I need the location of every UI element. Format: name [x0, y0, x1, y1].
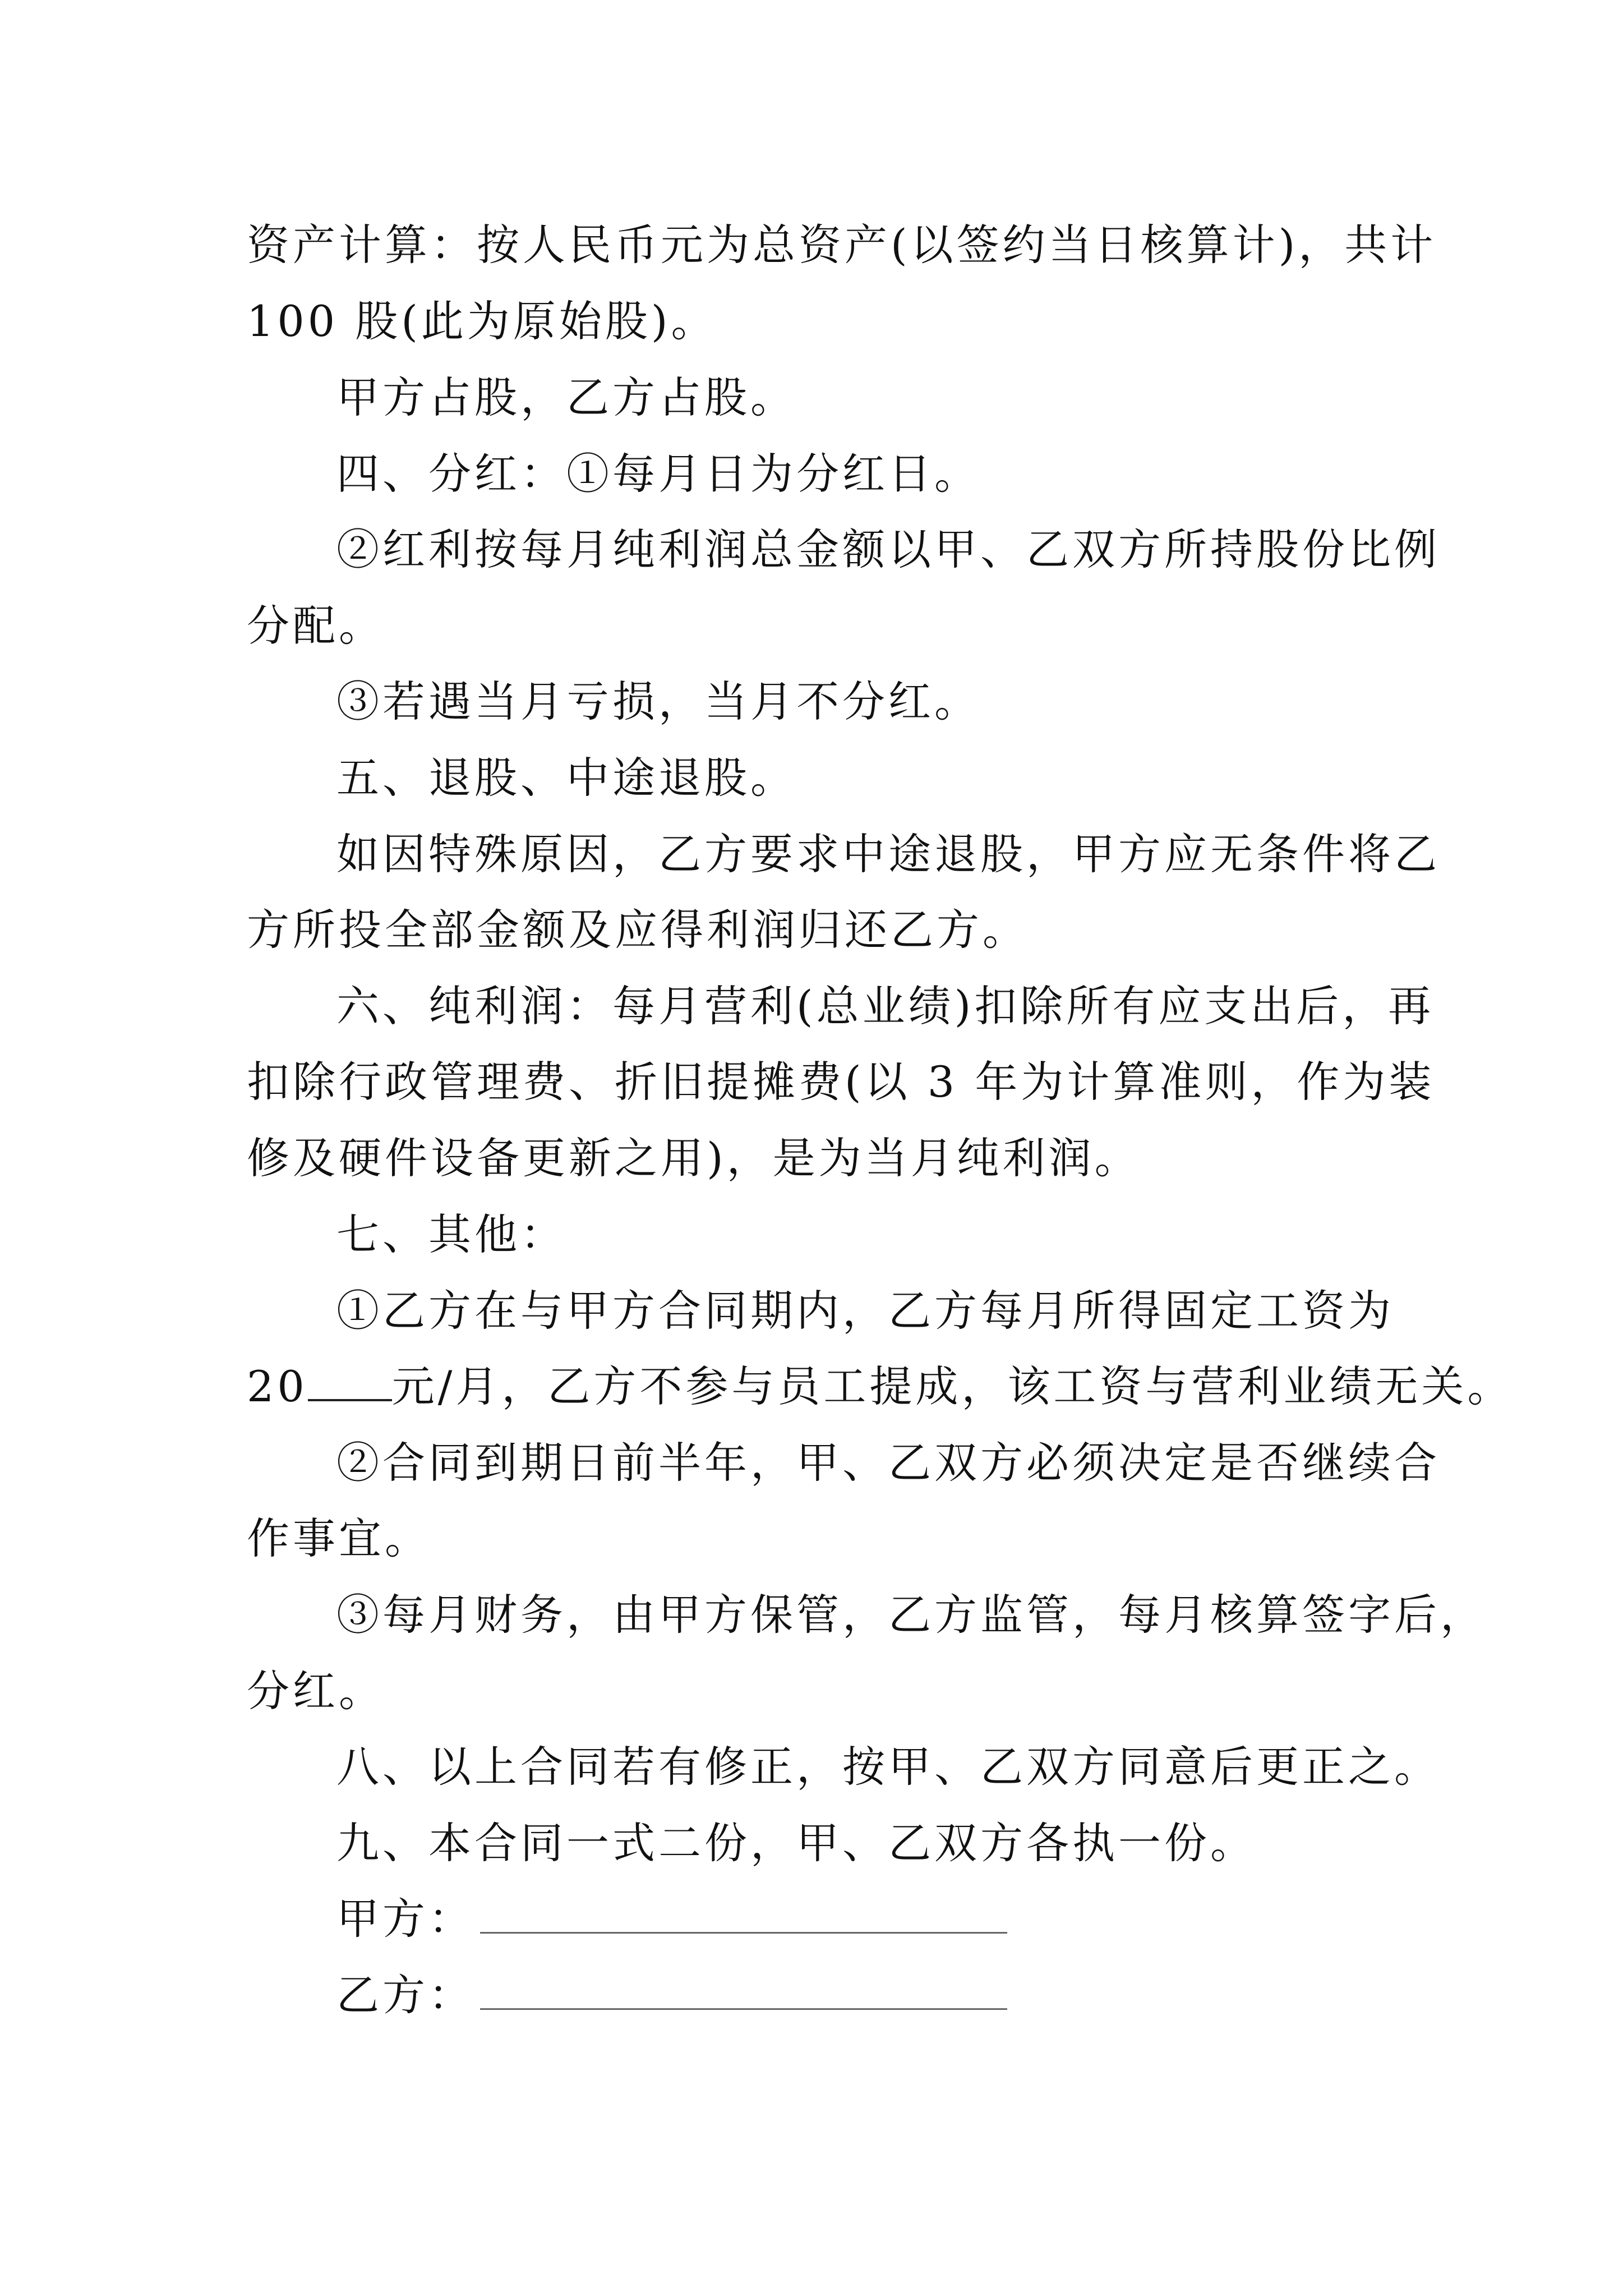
text-line: 五、退股、中途退股。 [336, 753, 796, 803]
party-b-signature [336, 1970, 1007, 2021]
party-a-signature-line [480, 1895, 1007, 1934]
text-line: 八、以上合同若有修正，按甲、乙双方同意后更正之。 [336, 1742, 1440, 1792]
text-line: 分红。 [247, 1666, 385, 1716]
party-b-signature-line [480, 1971, 1007, 2010]
text-line: 六、纯利润：每月营利(总业绩)扣除所有应支出后，再 [336, 981, 1435, 1031]
text-line: 资产计算：按人民币元为总资产(以签约当日核算计)，共计 [247, 220, 1437, 270]
salary-prefix: 20 [247, 1361, 308, 1411]
text-line: ③若遇当月亏损，当月不分红。 [336, 677, 980, 726]
text-line: 修及硬件设备更新之用)，是为当月纯利润。 [247, 1133, 1141, 1183]
text-line: 七、其他： [336, 1209, 566, 1259]
text-line: ②红利按每月纯利润总金额以甲、乙双方所持股份比例 [336, 524, 1440, 574]
text-line: 扣除行政管理费、折旧提摊费(以 3 年为计算准则，作为装 [247, 1057, 1435, 1107]
text-line: 作事宜。 [247, 1513, 431, 1563]
text-line: 如因特殊原因，乙方要求中途退股，甲方应无条件将乙 [336, 829, 1440, 879]
text-line: 方所投全部金额及应得利润归还乙方。 [247, 905, 1029, 955]
text-line: ②合同到期日前半年，甲、乙双方必须决定是否继续合 [336, 1438, 1440, 1488]
party-b-label: 乙方： [336, 1970, 474, 2020]
salary-line [247, 1361, 1513, 1412]
text-line: ①乙方在与甲方合同期内，乙方每月所得固定工资为 [336, 1286, 1394, 1336]
text-line: 四、分红：①每月日为分红日。 [336, 449, 980, 499]
text-line: 九、本合同一式二份，甲、乙双方各执一份。 [336, 1818, 1256, 1868]
text-line: ③每月财务，由甲方保管，乙方监管，每月核算签字后， [336, 1590, 1486, 1640]
salary-blank [308, 1364, 392, 1401]
text-line: 分配。 [247, 601, 385, 651]
party-a-signature [336, 1894, 1007, 1944]
text-line: 100 股(此为原始股)。 [247, 296, 717, 346]
party-a-label: 甲方： [336, 1894, 474, 1944]
salary-suffix: 元/月，乙方不参与员工提成，该工资与营利业绩无关。 [391, 1361, 1514, 1411]
text-line: 甲方占股，乙方占股。 [336, 372, 796, 422]
